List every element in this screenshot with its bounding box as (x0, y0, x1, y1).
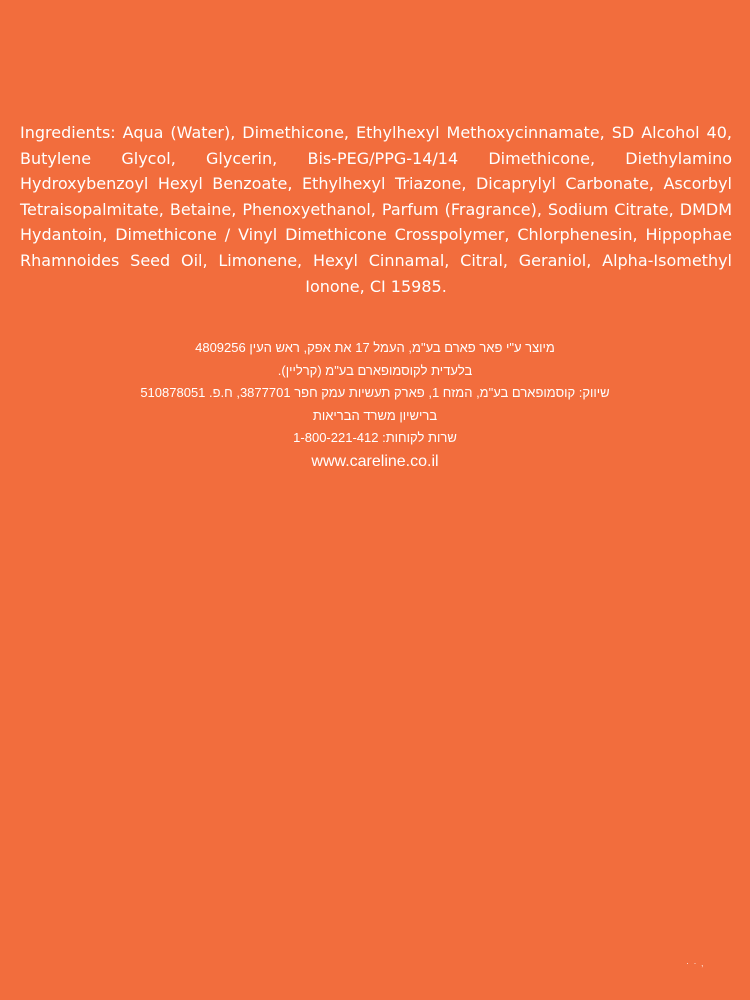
marketing-line: שיווק: קוסמופארם בע"מ, המזח 1, פארק תעשיות עמק חפר 3877701, ח.פ. 510878051 (140, 385, 610, 401)
health-ministry-license-line: ברישיון משרד הבריאות (312, 407, 438, 423)
ingredients-list: Ingredients: Aqua (Water), Dimethicone, Ethylhexyl Methoxycinnamate, SD Alcohol 40, Butylene Glycol, Glycerin, Bis-PEG/PPG-14/14 Dimethicone, Diethylamino Hydroxybenzoyl Hexyl Benzoate, Ethylhexyl Triazone, Dicaprylyl Carbonate, Ascorbyl Tetraisopalmitate, Betaine, Phenoxyethanol, Parfum (Fragrance), Sodium Citrate, DMDM Hydantoin, Dimethicone / Vinyl Dimethicone Crosspolymer, Chlorphenesin, Hippophae Rhamnoides Seed Oil, Limonene, Hexyl Cinnamal, Citral, Geraniol, Alpha-Isomethyl Ionone, CI 15985. (20, 123, 732, 296)
page-mark: · · , (686, 958, 705, 968)
customer-service-line: שרות לקוחות: 1-800-221-412 (293, 430, 457, 446)
manufacturer-info (40, 337, 710, 474)
exclusive-distributor-line: בלעדית לקוסמופארם בע"מ (קרליין). (277, 362, 473, 378)
website-link[interactable]: www.careline.co.il (311, 452, 439, 470)
manufacturer-line: מיוצר ע"י פאר פארם בע"מ, העמל 17 את אפק, ראש העין 4809256 (195, 340, 555, 355)
